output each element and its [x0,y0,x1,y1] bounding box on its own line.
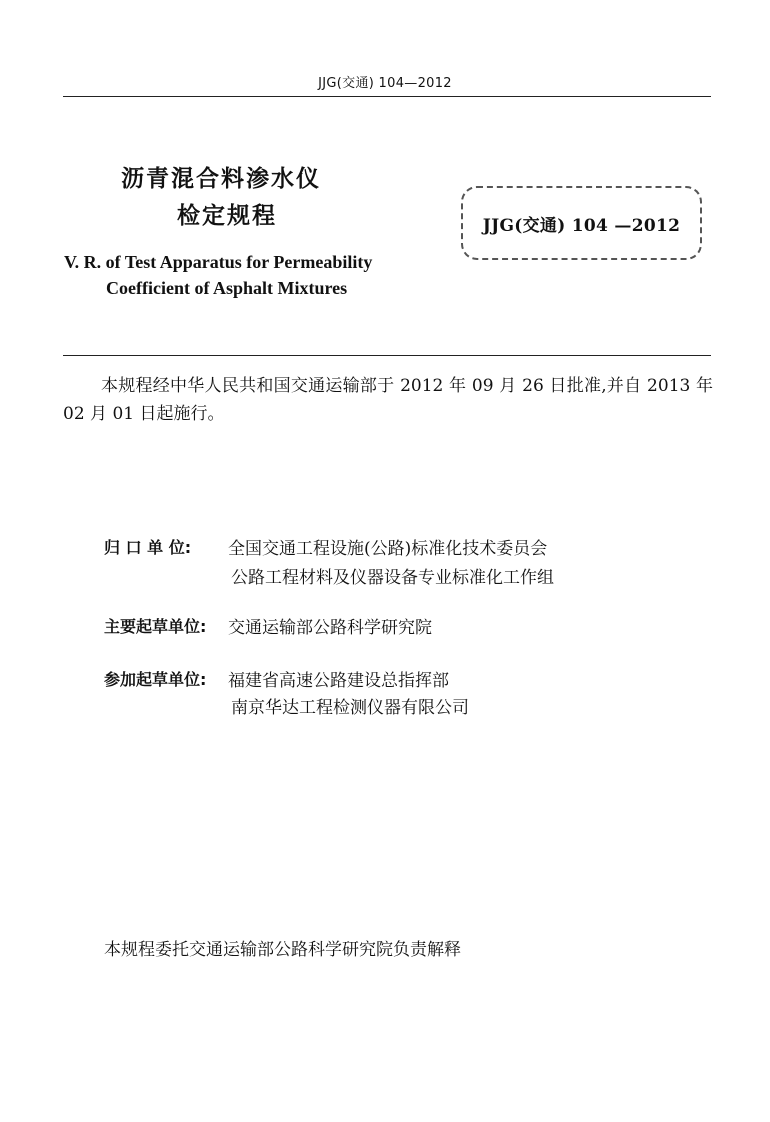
standard-code-stamp [461,186,702,260]
section-rule [63,355,711,356]
participant-drafter-2: 南京华达工程检测仪器有限公司 [231,698,469,718]
participant-drafter-1: 福建省高速公路建设总指挥部 [228,671,449,691]
title-cn-line2: 检定规程 [177,203,277,229]
title-en-line2: Coefficient of Asphalt Mixtures [106,278,348,298]
interpretation-note: 本规程委托交通运输部公路科学研究院负责解释 [104,940,461,960]
responsible-unit-2: 公路工程材料及仪器设备专业标准化工作组 [231,568,554,588]
responsible-unit-label: 归 口 单 位: [104,538,192,557]
title-en-line1: V. R. of Test Apparatus for Permeability [64,252,373,272]
approval-statement: 本规程经中华人民共和国交通运输部于 2012 年 09 月 26 日批准,并自 2013 年 02 月 01 日起施行。 [63,376,713,424]
title-cn-line1: 沥青混合料渗水仪 [121,166,321,192]
main-drafter-unit: 交通运输部公路科学研究院 [228,618,432,638]
header-standard-code: JJG(交通) 104—2012 [318,76,452,91]
stamp-code: JJG(交通) 104 —2012 [482,215,681,236]
main-drafter-label: 主要起草单位: [104,617,207,636]
header-rule [63,96,711,97]
participant-drafters-label: 参加起草单位: [104,670,207,689]
responsible-unit-1: 全国交通工程设施(公路)标准化技术委员会 [228,539,548,559]
